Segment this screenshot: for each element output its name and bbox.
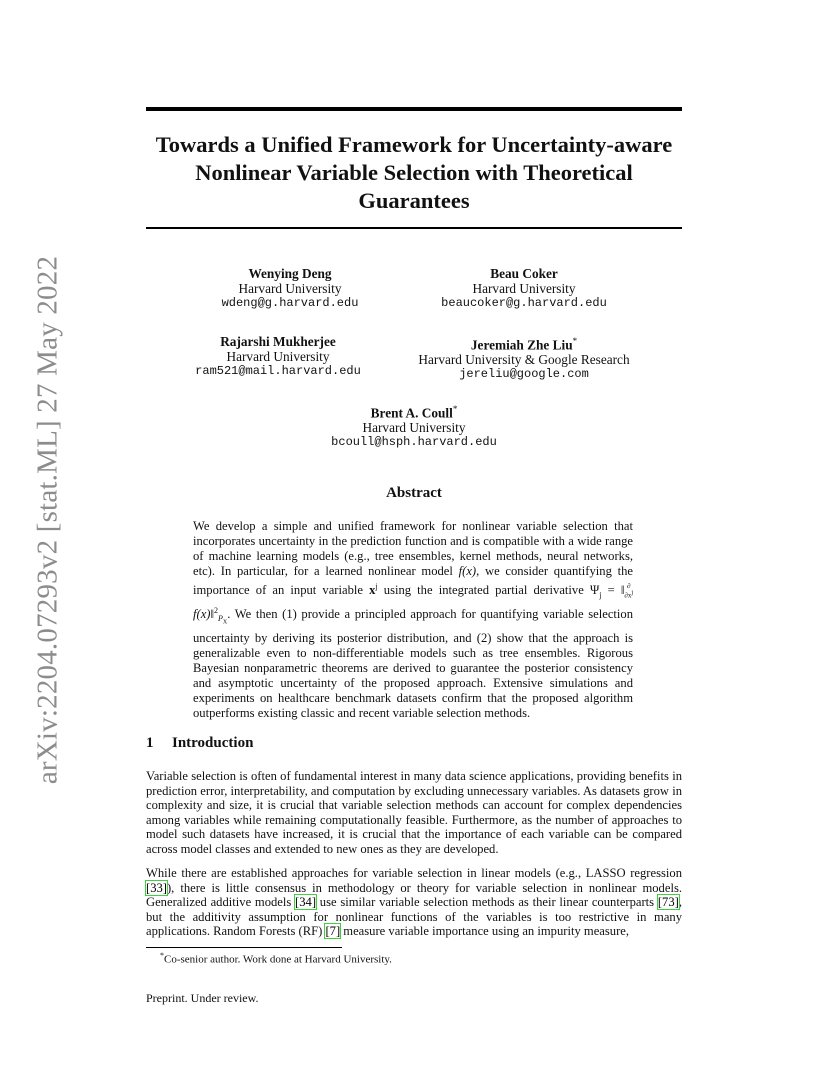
- author-name: Beau Coker: [490, 266, 558, 281]
- intro-paragraph: While there are established approaches for variable selection in linear models (e.g., LASSO regression [33]), there is little consensus in methodology or theory for variable selection in nonlinear models. Generalized additive models [34] use similar variable selection methods as their linear counterparts [73], but the additivity assumption for nonlinear functions of the variables is too restrictive in many applications. Random Forests (RF) [7] measure variable importance using an impurity measure,: [146, 866, 682, 939]
- citation-link[interactable]: [73]: [657, 895, 679, 910]
- co-senior-mark: *: [452, 404, 458, 414]
- author-affiliation: Harvard University & Google Research: [418, 352, 630, 368]
- author-affiliation: Harvard University: [226, 349, 330, 364]
- author-affiliation: Harvard University: [238, 281, 342, 296]
- citation-link[interactable]: [34]: [295, 895, 317, 910]
- author-block: [264, 402, 564, 450]
- co-senior-mark: *: [572, 336, 578, 346]
- author-block: [374, 334, 674, 382]
- author-email[interactable]: wdeng@g.harvard.edu: [221, 296, 359, 310]
- citation-link[interactable]: [7]: [325, 924, 341, 939]
- footnote-rule: [146, 947, 342, 948]
- author-name: Jeremiah Zhe Liu*: [470, 336, 578, 353]
- paper-title: Towards a Unified Framework for Uncertainty-aware Nonlinear Variable Selection with Theoretical Guarantees: [155, 132, 673, 213]
- abstract-heading: Abstract: [386, 485, 442, 501]
- author-email[interactable]: bcoull@hsph.harvard.edu: [331, 435, 497, 450]
- author-affiliation: Harvard University: [472, 281, 576, 296]
- title-bottom-rule: [146, 227, 682, 229]
- author-name: Rajarshi Mukherjee: [220, 334, 336, 349]
- author-block: [374, 266, 674, 311]
- footnote: *Co-senior author. Work done at Harvard University.: [160, 951, 392, 966]
- section-heading-introduction: 1 Introduction: [146, 735, 254, 751]
- author-email[interactable]: beaucoker@g.harvard.edu: [441, 296, 607, 310]
- author-name: Wenying Deng: [248, 266, 332, 281]
- author-name: Brent A. Coull*: [370, 404, 458, 421]
- abstract-text: We develop a simple and unified framework for nonlinear variable selection that incorporates uncertainty in the prediction function and is compatible with a wide range of machine learning models (e.g., tree ensembles, kernel methods, neural networks, etc). In particular, for a learned nonlinear model f(x), we consider quantifying the importance of an input variable $x^j$ using the integrated partial derivative $\Psi_j$ = ‖ ∂ $\partial x^j$ f(x)‖$^2_{P_X}$. We then (1) provide a principled approach for quantifying variable selection uncertainty by deriving its posterior distribution, and (2) show that the approach is generalizable even to non-differentiable models such as tree ensembles. Rigorous Bayesian nonparametric theorems are derived to guarantee the posterior consistency and asymptotic uncertainty of the proposed approach. Extensive simulations and experiments on healthcare benchmark datasets confirm that the proposed algorithm outperforms existing classic and recent variable selection methods.: [193, 519, 634, 720]
- author-affiliation: Harvard University: [362, 420, 466, 436]
- preprint-notice: Preprint. Under review.: [146, 991, 259, 1005]
- intro-paragraph: Variable selection is often of fundamental interest in many data science applications, providing benefits in prediction error, interpretability, and computation by excluding unnecessary variables. As datasets grow in complexity and size, it is crucial that variable selection methods can account for complex dependencies among variables while remaining computationally feasible. Furthermore, as the number of approaches to model such datasets have increased, it is crucial that the importance of each variable can be compared across model classes and extended to new ones as they are developed.: [146, 769, 682, 856]
- author-email[interactable]: ram521@mail.harvard.edu: [195, 364, 361, 378]
- citation-link[interactable]: [33]: [146, 880, 167, 895]
- author-email[interactable]: jereliu@google.com: [459, 367, 589, 382]
- title-top-rule: [146, 107, 682, 111]
